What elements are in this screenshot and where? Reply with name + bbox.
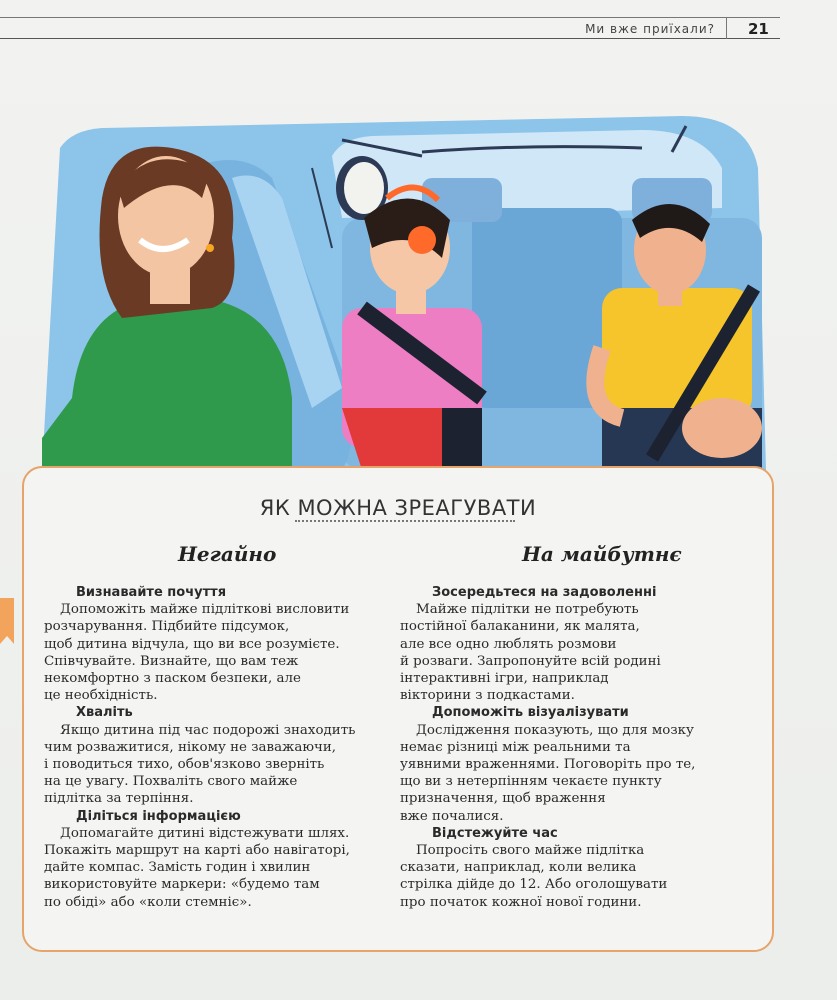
header-separator [726,17,727,39]
left-column-heading: Негайно [178,542,277,566]
page-number: 21 [748,20,769,38]
section-heading: Діліться інформацією [76,808,241,824]
text-line: це необхідність. [44,688,158,704]
text-line: сказати, наприклад, коли велика [400,860,637,876]
running-title: Ми вже приїхали? [585,22,715,36]
text-line: Співчувайте. Визнайте, що вам теж [44,653,299,669]
bookmark-tab-icon [0,598,14,636]
text-line: підлітка за терпіння. [44,791,194,807]
right-column-heading: На майбутнє [522,542,682,566]
panel-title: ЯК МОЖНА ЗРЕАГУВАТИ [259,496,537,520]
header-rule [0,38,780,39]
text-line: але все одно люблять розмови [400,636,617,652]
text-line: по обіді» або «коли стемніє». [44,894,252,910]
section-heading: Визнавайте почуття [76,585,227,600]
text-line: щоб дитина відчула, що ви все розумієте. [44,636,340,652]
section-heading: Хваліть [76,705,133,721]
left-column-text [44,584,355,911]
text-line: і поводиться тихо, обов'язково зверніть [44,757,325,773]
text-line: чим розважитися, нікому не заважаючи, [44,739,337,755]
text-line: й розваги. Запропонуйте всій родині [400,653,661,669]
text-line: Покажіть маршрут на карті або навігаторі, [44,843,350,859]
header-top-rule [0,17,780,18]
text-line: призначення, щоб враження [400,791,606,807]
text-line: інтерактивні ігри, наприклад [400,671,609,687]
text-line: Попросіть свого майже підлітка [416,843,645,859]
text-line: Майже підлітки не потребують [416,602,639,618]
text-line: вже почалися. [400,808,504,824]
text-line: Допомагайте дитині відстежувати шлях. [60,825,350,841]
text-line: некомфортно з паском безпеки, але [44,671,301,687]
response-panel [22,466,774,952]
text-line: вікторини з подкастами. [400,688,575,704]
text-line: немає різниці між реальними та [400,739,631,755]
text-line: Якщо дитина під час подорожі знаходить [60,722,356,738]
right-column-text [400,584,695,911]
section-heading: Зосередьтеся на задоволенні [432,585,657,600]
text-line: використовуйте маркери: «будемо там [44,877,320,893]
text-line: стрілка дійде до 12. Або оголошувати [400,877,668,893]
text-line: що ви з нетерпінням чекаєте пункту [400,774,662,790]
title-dotted-underline [295,520,515,522]
text-line: про початок кожної нової години. [400,894,642,910]
section-heading: Відстежуйте час [432,825,558,841]
section-heading: Допоможіть візуалізувати [432,705,629,721]
text-line: дайте компас. Замість годин і хвилин [44,860,311,876]
text-line: на це увагу. Похваліть свого майже [44,774,298,790]
text-line: уявними враженнями. Поговоріть про те, [400,757,696,773]
text-line: Дослідження показують, що для мозку [416,722,694,738]
family-car-ride-illustration [42,108,766,470]
text-line: Допоможіть майже підліткові висловити [60,602,350,618]
text-line: розчарування. Підбийте підсумок, [44,619,290,635]
text-line: постійної балаканини, як малята, [400,619,640,635]
